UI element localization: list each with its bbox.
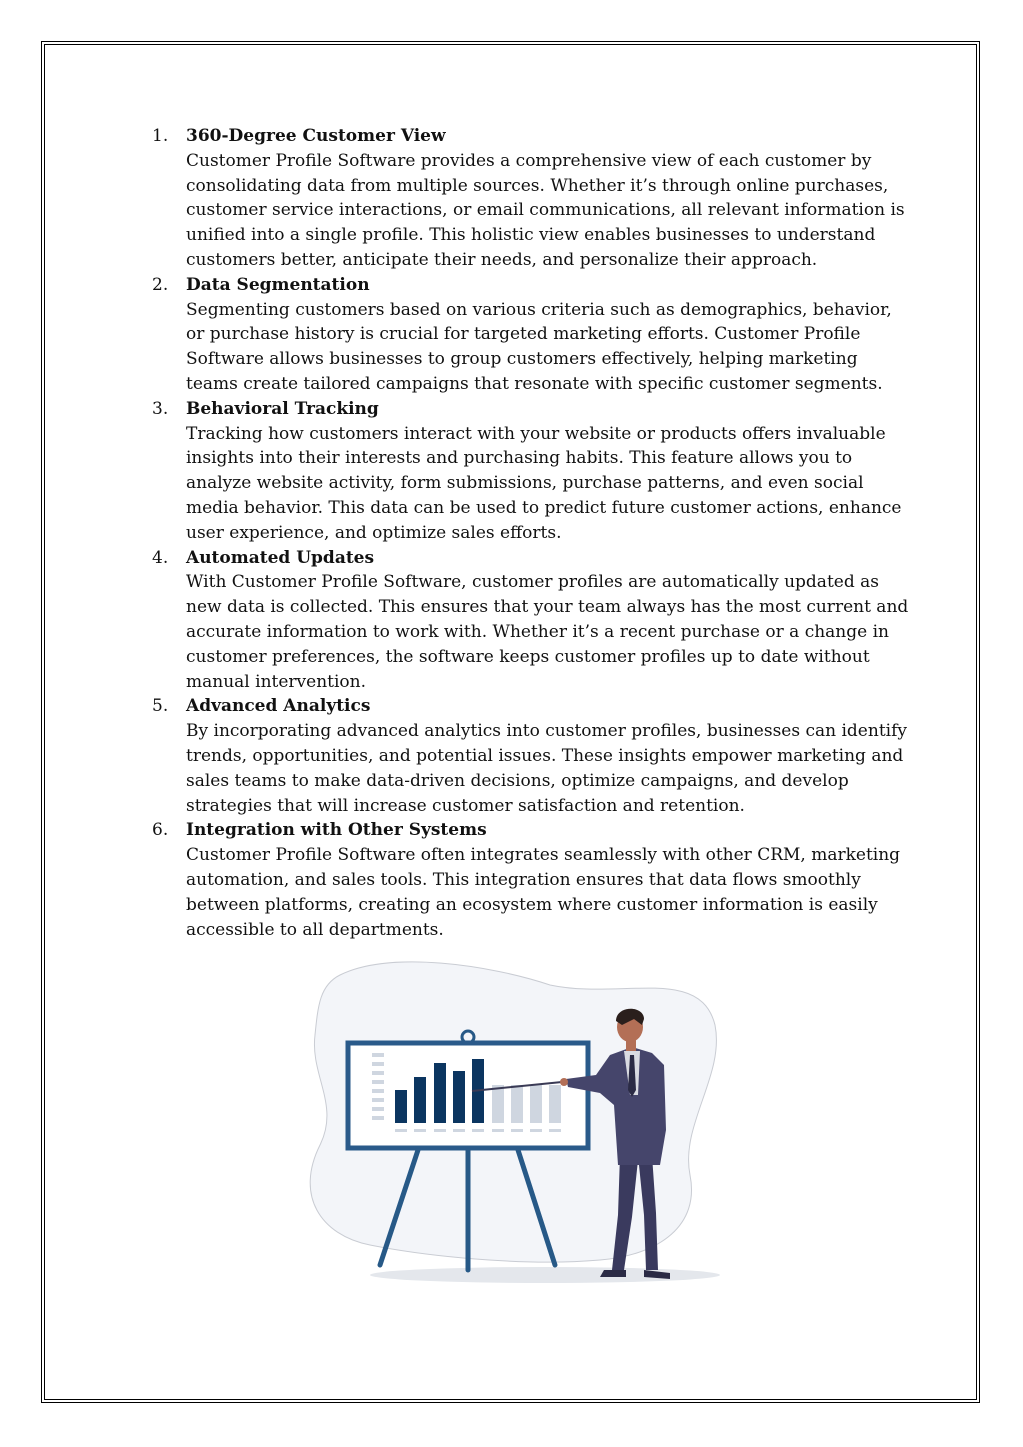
feature-description: Segmenting customers based on various criteria such as demographics, behavior, or purchase history is crucial for targeted marketing efforts. Customer Profile Software allows businesses to group customers effectively, helping marketing teams create tailored campaigns that resonate with specific customer segments. bbox=[186, 299, 892, 394]
board-baseline bbox=[395, 1129, 561, 1132]
feature-number: 5. bbox=[152, 696, 169, 717]
feature-description: Customer Profile Software often integrates seamlessly with other CRM, marketing automation, and sales tools. This integration ensures that data flows smoothly between platforms, creating an ecosystem where customer information is easily accessible to all departments. bbox=[186, 845, 901, 940]
feature-description: With Customer Profile Software, customer profiles are automatically updated as new data is collected. This ensures that your team always has the most current and accurate information to work with. Whether it’s a recent purchase or a change in customer preferences, the software keeps customer profiles up to date without manual intervention. bbox=[186, 572, 909, 692]
feature-title: Integration with Other Systems bbox=[186, 820, 487, 841]
feature-description: Customer Profile Software provides a comprehensive view of each customer by consolidating data from multiple sources. Whether it’s through online purchases, customer service interactions, or email communications, all relevant information is unified into a single profile. This holistic view enables businesses to understand customers better, anticipate their needs, and personalize their approach. bbox=[186, 150, 905, 270]
feature-title: Behavioral Tracking bbox=[186, 398, 379, 419]
feature-number: 3. bbox=[152, 398, 169, 419]
feature-number: 1. bbox=[152, 126, 169, 146]
feature-title: Advanced Analytics bbox=[186, 696, 371, 717]
feature-number: 6. bbox=[152, 820, 169, 841]
presenter-illustration bbox=[300, 955, 720, 1285]
feature-item bbox=[152, 124, 912, 273]
feature-item bbox=[152, 546, 912, 695]
feature-title: 360-Degree Customer View bbox=[186, 126, 446, 146]
feature-title: Data Segmentation bbox=[186, 274, 370, 295]
feature-description: Tracking how customers interact with your website or products offers invaluable insights into their interests and purchasing habits. This feature allows you to analyze website activity, form submissions, purchase patterns, and even social media behavior. This data can be used to predict future customer actions, enhance user experience, and optimize sales efforts. bbox=[186, 423, 902, 543]
feature-number: 4. bbox=[152, 547, 169, 568]
feature-description: By incorporating advanced analytics into customer profiles, businesses can identify trends, opportunities, and potential issues. These insights empower marketing and sales teams to make data-driven decisions, optimize campaigns, and develop strategies that will increase customer satisfaction and retention. bbox=[186, 721, 907, 816]
feature-item bbox=[152, 397, 912, 546]
feature-item bbox=[152, 694, 912, 818]
feature-number: 2. bbox=[152, 274, 169, 295]
feature-item bbox=[152, 273, 912, 397]
feature-item bbox=[152, 818, 912, 942]
feature-title: Automated Updates bbox=[186, 547, 375, 568]
feature-list bbox=[152, 124, 912, 942]
